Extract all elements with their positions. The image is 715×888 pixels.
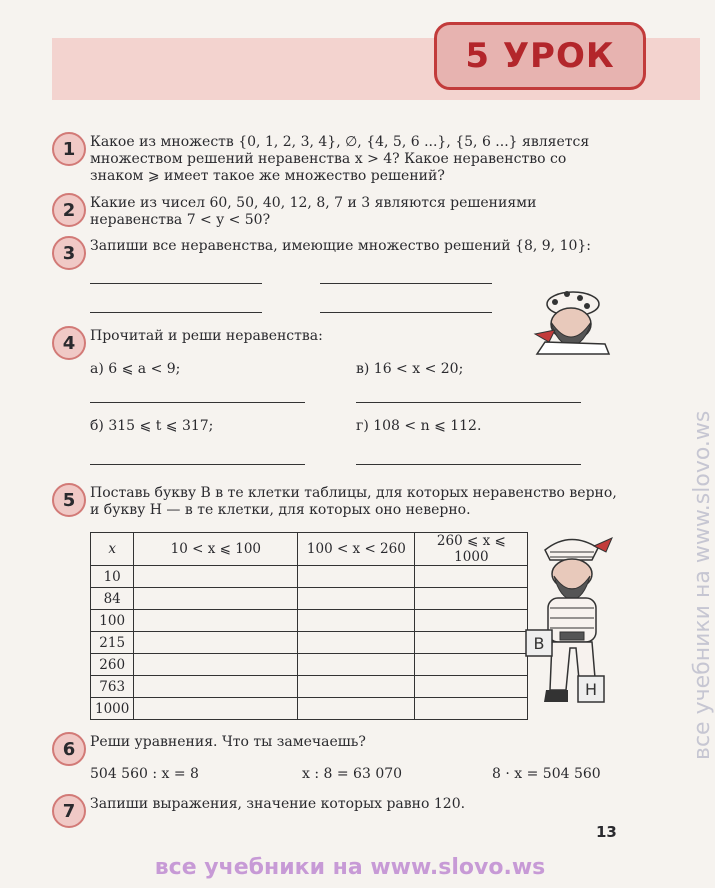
answer-cell[interactable] bbox=[415, 698, 528, 720]
answer-cell[interactable] bbox=[134, 610, 298, 632]
answer-line[interactable] bbox=[90, 464, 305, 465]
table-row bbox=[91, 610, 528, 632]
table-row bbox=[91, 676, 528, 698]
x-value: 84 bbox=[91, 588, 134, 610]
answer-line[interactable] bbox=[90, 312, 262, 313]
answer-cell[interactable] bbox=[298, 676, 415, 698]
task-text: Реши уравнения. Что ты замечаешь? bbox=[90, 734, 366, 750]
task-number: 2 bbox=[52, 193, 86, 227]
answer-cell[interactable] bbox=[415, 610, 528, 632]
answer-cell[interactable] bbox=[298, 632, 415, 654]
answer-cell[interactable] bbox=[134, 654, 298, 676]
answer-cell[interactable] bbox=[415, 654, 528, 676]
inequality-v: в) 16 < x < 20; bbox=[356, 361, 464, 377]
task-text: Какое из множеств {0, 1, 2, 3, 4}, ∅, {4, 5, 6 ...}, {5, 6 ...} является множеством решений неравенства x > 4? Какое неравенство со знаком ⩾ имеет такое же множество решений? bbox=[90, 134, 590, 184]
answer-cell[interactable] bbox=[298, 610, 415, 632]
answer-cell[interactable] bbox=[134, 566, 298, 588]
inequality-b: б) 315 ⩽ t ⩽ 317; bbox=[90, 418, 214, 434]
task-number: 7 bbox=[52, 794, 86, 828]
x-value: 260 bbox=[91, 654, 134, 676]
answer-line[interactable] bbox=[320, 312, 492, 313]
inequality-table bbox=[90, 532, 528, 720]
task-text: Прочитай и реши неравенства: bbox=[90, 328, 323, 344]
table-row bbox=[91, 632, 528, 654]
page-number: 13 bbox=[596, 823, 617, 841]
answer-cell[interactable] bbox=[134, 588, 298, 610]
x-value: 1000 bbox=[91, 698, 134, 720]
equation-3: 8 · x = 504 560 bbox=[492, 766, 601, 782]
column-header: 10 < x ⩽ 100 bbox=[134, 533, 298, 566]
x-value: 100 bbox=[91, 610, 134, 632]
answer-cell[interactable] bbox=[415, 588, 528, 610]
equation-1: 504 560 : x = 8 bbox=[90, 766, 199, 782]
column-header: 100 < x < 260 bbox=[298, 533, 415, 566]
answer-cell[interactable] bbox=[298, 588, 415, 610]
table-row bbox=[91, 698, 528, 720]
pirate-with-blocks-illustration bbox=[520, 530, 620, 710]
answer-cell[interactable] bbox=[415, 632, 528, 654]
answer-line[interactable] bbox=[356, 464, 581, 465]
x-value: 10 bbox=[91, 566, 134, 588]
answer-line[interactable] bbox=[90, 283, 262, 284]
answer-cell[interactable] bbox=[134, 698, 298, 720]
table-row bbox=[91, 654, 528, 676]
task-text: Запиши все неравенства, имеющие множество решений {8, 9, 10}: bbox=[90, 238, 592, 254]
x-value: 763 bbox=[91, 676, 134, 698]
table-header-row bbox=[91, 533, 528, 566]
task-number: 6 bbox=[52, 732, 86, 766]
task-number: 4 bbox=[52, 326, 86, 360]
column-header: 260 ⩽ x ⩽ 1000 bbox=[415, 533, 528, 566]
block-letter-b: B bbox=[533, 634, 545, 653]
answer-cell[interactable] bbox=[298, 698, 415, 720]
watermark-bottom: все учебники на www.slovo.ws bbox=[154, 855, 546, 880]
task-text: Поставь букву B в те клетки таблицы, для которых неравенство верно, и букву H — в те клетки, для которых оно неверно. bbox=[90, 485, 617, 518]
task-text: Какие из чисел 60, 50, 40, 12, 8, 7 и 3 являются решениями неравенства 7 < y < 50? bbox=[90, 195, 537, 228]
answer-cell[interactable] bbox=[415, 676, 528, 698]
answer-cell[interactable] bbox=[415, 566, 528, 588]
answer-line[interactable] bbox=[90, 402, 305, 403]
inequality-g: г) 108 < n ⩽ 112. bbox=[356, 418, 482, 434]
task-number: 3 bbox=[52, 236, 86, 270]
table-row bbox=[91, 588, 528, 610]
answer-cell[interactable] bbox=[134, 632, 298, 654]
block-letter-h: H bbox=[584, 680, 598, 699]
x-value: 215 bbox=[91, 632, 134, 654]
lesson-title: 5 УРОК bbox=[434, 22, 646, 90]
watermark-side: все учебники на www.slovo.ws bbox=[690, 410, 715, 760]
inequality-a: а) 6 ⩽ a < 9; bbox=[90, 361, 181, 377]
answer-line[interactable] bbox=[356, 402, 581, 403]
answer-cell[interactable] bbox=[298, 566, 415, 588]
pirate-head-illustration bbox=[525, 282, 620, 357]
equation-2: x : 8 = 63 070 bbox=[302, 766, 403, 782]
task-number: 1 bbox=[52, 132, 86, 166]
answer-cell[interactable] bbox=[298, 654, 415, 676]
table-row bbox=[91, 566, 528, 588]
task-number: 5 bbox=[52, 483, 86, 517]
task-text: Запиши выражения, значение которых равно 120. bbox=[90, 796, 466, 812]
column-header: x bbox=[91, 533, 134, 566]
answer-cell[interactable] bbox=[134, 676, 298, 698]
answer-line[interactable] bbox=[320, 283, 492, 284]
